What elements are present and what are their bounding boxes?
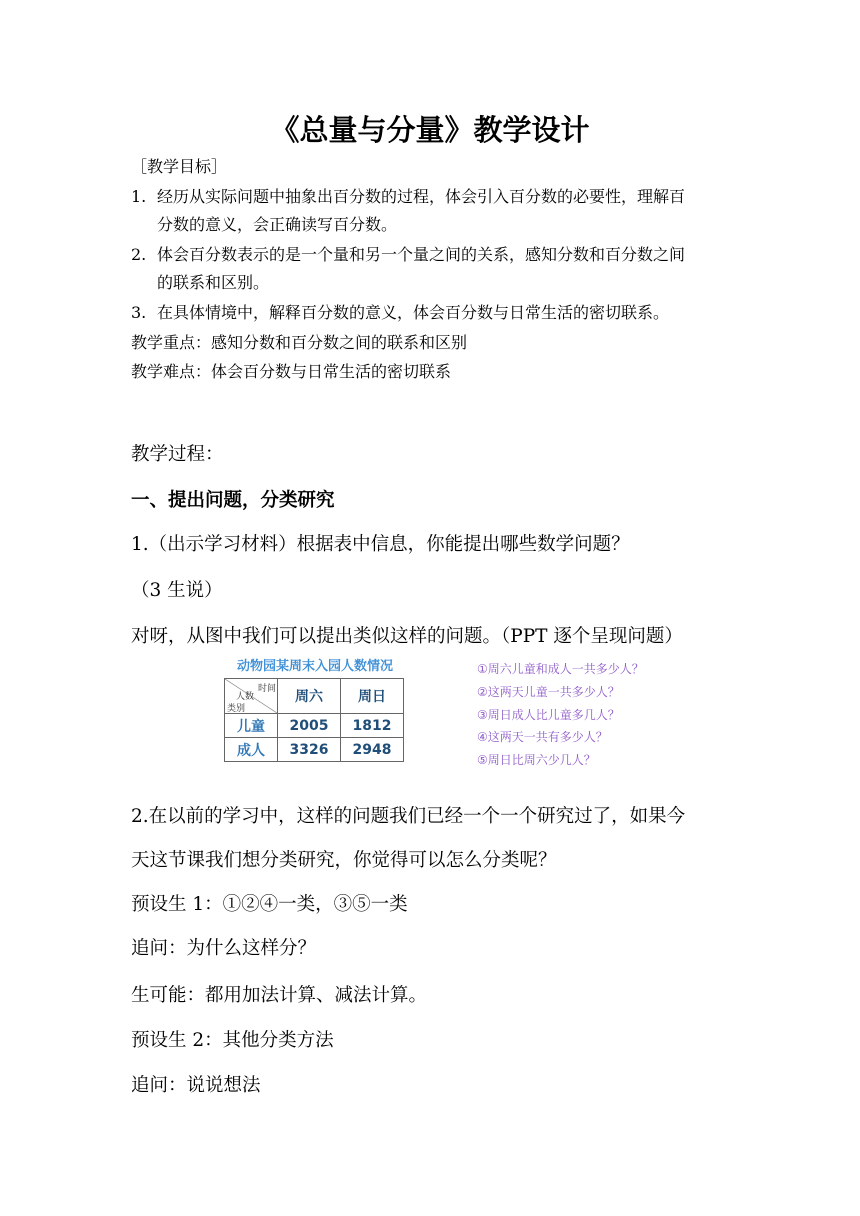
corner-label-category: 类别 xyxy=(227,704,246,714)
visitor-table xyxy=(224,678,404,762)
corner-label-people: 人数 xyxy=(236,692,255,702)
table-cell: 3326 xyxy=(278,738,341,762)
objectives-heading: ［教学目标］ xyxy=(131,157,228,176)
objective-item-1-cont: 分数的意义，会正确读写百分数。 xyxy=(157,215,398,234)
objective-number: 3. xyxy=(131,303,147,322)
paragraph-5: 预设生 1：①②④一类，③⑤一类 xyxy=(131,894,408,915)
paragraph-4-cont: 天这节课我们想分类研究，你觉得可以怎么分类呢？ xyxy=(131,850,557,871)
objective-item-2-cont: 的联系和区别。 xyxy=(157,273,270,292)
objective-item-2 xyxy=(131,242,685,265)
question-list xyxy=(477,658,644,772)
question-item: ③周日成人比儿童多几人？ xyxy=(477,707,620,722)
paragraph-7: 生可能：都用加法计算、减法计算。 xyxy=(131,985,428,1006)
table-corner xyxy=(225,679,278,714)
paragraph-1: 1.（出示学习材料）根据表中信息，你能提出哪些数学问题？ xyxy=(131,534,630,555)
question-item: ①周六儿童和成人一共多少人？ xyxy=(477,662,644,676)
figure-title: 动物园某周末入园人数情况 xyxy=(237,659,394,674)
question-item: ⑤周日比周六少几人？ xyxy=(477,753,596,768)
paragraph-6: 追问：为什么这样分？ xyxy=(131,938,317,959)
paragraph-3: 对呀，从图中我们可以提出类似这样的问题。（PPT 逐个呈现问题） xyxy=(131,626,683,647)
section-heading: 一、提出问题，分类研究 xyxy=(131,490,335,511)
row-label: 儿童 xyxy=(225,714,278,738)
paragraph-4: 2.在以前的学习中，这样的问题我们已经一个一个研究过了，如果今 xyxy=(131,806,686,827)
objective-text: 经历从实际问题中抽象出百分数的过程，体会引入百分数的必要性，理解百 xyxy=(157,187,686,206)
table-cell: 2948 xyxy=(341,738,404,762)
objective-text: 体会百分数表示的是一个量和另一个量之间的关系，感知分数和百分数之间 xyxy=(157,245,686,264)
corner-label-time: 时间 xyxy=(258,684,277,694)
table-row xyxy=(225,738,404,762)
objective-number: 1. xyxy=(131,187,147,206)
process-heading: 教学过程： xyxy=(131,444,224,465)
key-point: 教学重点：感知分数和百分数之间的联系和区别 xyxy=(131,333,468,352)
paragraph-8: 预设生 2：其他分类方法 xyxy=(131,1030,334,1051)
objective-item-1 xyxy=(131,184,685,207)
paragraph-2: （3 生说） xyxy=(131,580,223,601)
question-item: ②这两天儿童一共多少人？ xyxy=(477,684,620,699)
paragraph-9: 追问：说说想法 xyxy=(131,1075,261,1096)
objective-item-3 xyxy=(131,300,669,323)
table-cell: 1812 xyxy=(341,714,404,738)
table-row xyxy=(225,714,404,738)
difficulty: 教学难点：体会百分数与日常生活的密切联系 xyxy=(131,362,452,381)
question-item: ④这两天一共有多少人？ xyxy=(477,730,608,745)
objective-number: 2. xyxy=(131,245,147,264)
table-cell: 2005 xyxy=(278,714,341,738)
objective-text: 在具体情境中，解释百分数的意义，体会百分数与日常生活的密切联系。 xyxy=(157,303,670,322)
column-header: 周日 xyxy=(341,679,404,714)
row-label: 成人 xyxy=(225,738,278,762)
document-title: 《总量与分量》教学设计 xyxy=(270,113,590,147)
column-header: 周六 xyxy=(278,679,341,714)
